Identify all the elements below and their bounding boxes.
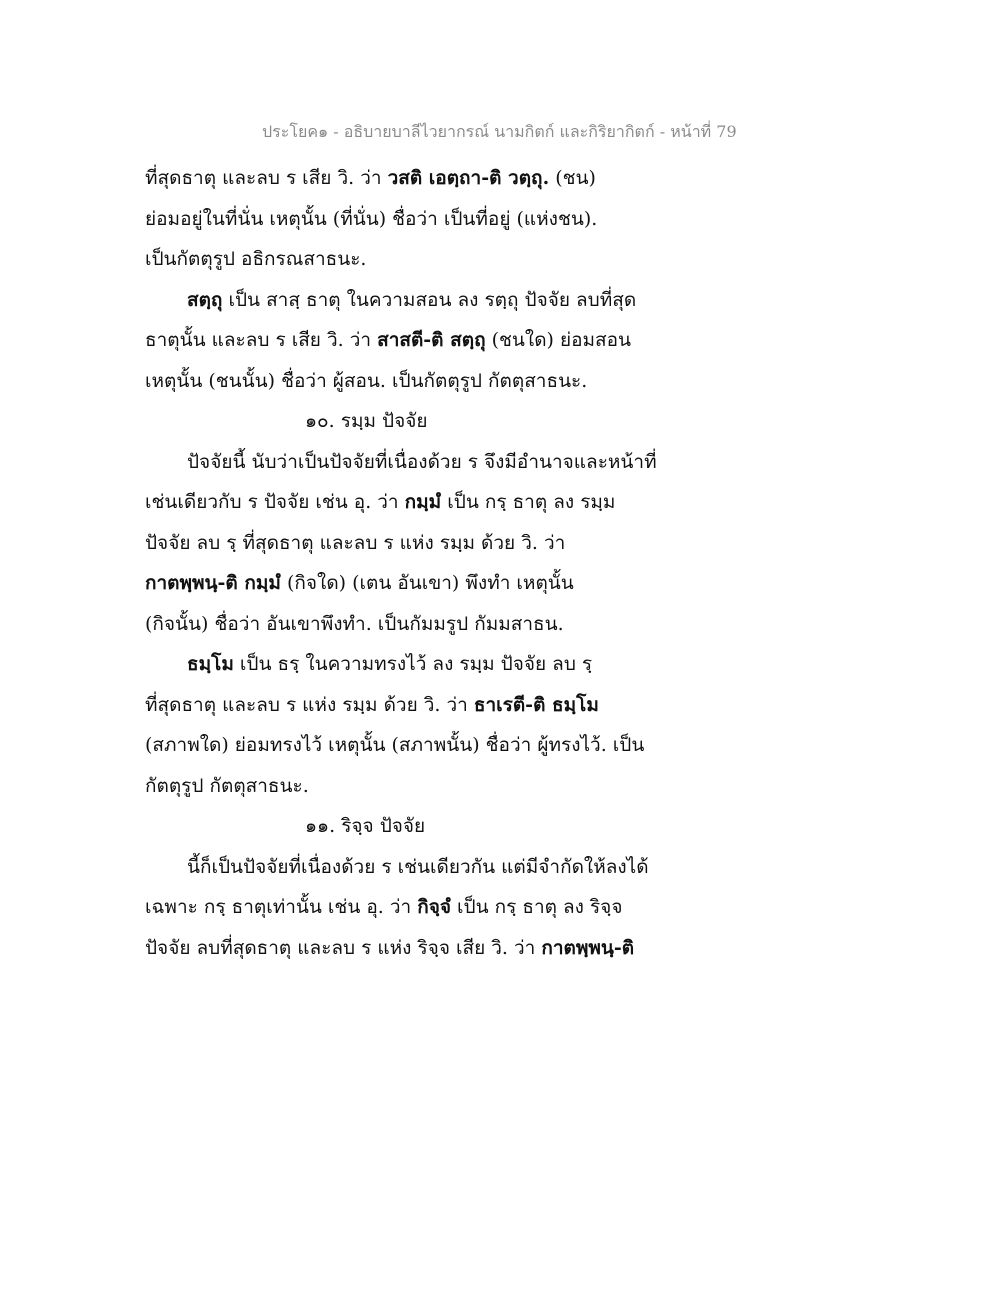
text-span: เป็น ธรฺ ในความทรงไว้ ลง รมฺม ปัจจัย ลบ รฺ bbox=[233, 653, 593, 675]
text-line-9 bbox=[145, 482, 665, 523]
text-span: เหตุนั้น (ชนนั้น) ชื่อว่า ผู้สอน. เป็นกัตตุรูป กัตตุสาธนะ. bbox=[145, 369, 588, 392]
text-line-1 bbox=[145, 158, 665, 199]
text-line-19 bbox=[145, 887, 665, 928]
bold-term: กิจฺจํ bbox=[417, 896, 451, 918]
text-span: ๑๐. รมฺม ปัจจัย bbox=[305, 410, 428, 432]
body-text bbox=[145, 158, 665, 968]
text-span: เป็น กรฺ ธาตุ ลง ริจฺจ bbox=[451, 896, 623, 918]
text-span: ย่อมอยู่ในที่นั่น เหตุนั้น (ที่นั่น) ชื่อว่า เป็นที่อยู่ (แห่งชน). bbox=[145, 207, 598, 230]
text-span: กัตตุรูป กัตตุสาธนะ. bbox=[145, 774, 309, 797]
text-span: (กิจใด) (เตน อันเขา) พึงทำ เหตุนั้น bbox=[280, 572, 574, 594]
text-span: ปัจจัย ลบ รฺ ที่สุดธาตุ และลบ ร แห่ง รมฺม ด้วย วิ. ว่า bbox=[145, 531, 566, 554]
text-span: เป็น สาสฺ ธาตุ ในความสอน ลง รตฺถุ ปัจจัย ลบที่สุด bbox=[222, 288, 637, 311]
text-line-20 bbox=[145, 928, 665, 969]
text-span: เป็น กรฺ ธาตุ ลง รมฺม bbox=[441, 491, 616, 513]
text-span: (สภาพใด) ย่อมทรงไว้ เหตุนั้น (สภาพนั้น) ชื่อว่า ผู้ทรงไว้. เป็น bbox=[145, 734, 645, 756]
text-span: (ชนใด) ย่อมสอน bbox=[485, 329, 632, 351]
text-line-8 bbox=[145, 442, 665, 483]
text-span: เป็นกัตตุรูป อธิกรณสาธนะ. bbox=[145, 248, 367, 270]
text-line-6 bbox=[145, 361, 665, 402]
text-line-11 bbox=[145, 563, 665, 604]
text-span: (กิจนั้น) ชื่อว่า อันเขาพึงทำ. เป็นกัมมรูป กัมมสาธน. bbox=[145, 612, 564, 635]
text-span: (ชน) bbox=[549, 167, 596, 189]
text-line-16 bbox=[145, 766, 665, 807]
text-span: ที่สุดธาตุ และลบ ร เสีย วิ. ว่า bbox=[145, 167, 388, 189]
bold-term: ธาเรตี-ติ ธมฺโม bbox=[473, 693, 599, 716]
text-line-10 bbox=[145, 523, 665, 564]
text-line-13 bbox=[145, 644, 665, 685]
text-span: ๑๑. ริจฺจ ปัจจัย bbox=[305, 815, 426, 837]
bold-term: สตฺถุ bbox=[187, 288, 223, 311]
text-line-4 bbox=[145, 280, 665, 321]
text-span: ที่สุดธาตุ และลบ ร แห่ง รมฺม ด้วย วิ. ว่า bbox=[145, 693, 474, 716]
text-span: ธาตุนั้น และลบ ร เสีย วิ. ว่า bbox=[145, 329, 378, 351]
text-line-12 bbox=[145, 604, 665, 645]
bold-term: ธมฺโม bbox=[187, 653, 234, 675]
text-span: เฉพาะ กรฺ ธาตุเท่านั้น เช่น อุ. ว่า bbox=[145, 896, 418, 918]
text-line-15 bbox=[145, 725, 665, 766]
text-line-14 bbox=[145, 685, 665, 726]
text-span: นี้ก็เป็นปัจจัยที่เนื่องด้วย ร เช่นเดียวกัน แต่มีจำกัดให้ลงได้ bbox=[187, 855, 649, 878]
bold-term: กมฺมํ bbox=[404, 491, 442, 513]
text-line-3 bbox=[145, 239, 665, 280]
running-header: ประโยค๑ - อธิบายบาลีไวยากรณ์ นามกิตก์ และกิริยากิตก์ - หน้าที่ 79 bbox=[262, 122, 737, 141]
section-heading-11 bbox=[145, 806, 665, 847]
text-span: ปัจจัย ลบที่สุดธาตุ และลบ ร แห่ง ริจฺจ เสีย วิ. ว่า bbox=[145, 936, 542, 959]
section-heading-10 bbox=[145, 401, 665, 442]
text-span: เช่นเดียวกับ ร ปัจจัย เช่น อุ. ว่า bbox=[145, 491, 405, 513]
text-line-5 bbox=[145, 320, 665, 361]
text-span: ปัจจัยนี้ นับว่าเป็นปัจจัยที่เนื่องด้วย ร จึงมีอำนาจและหน้าที่ bbox=[187, 450, 657, 473]
text-line-2 bbox=[145, 199, 665, 240]
text-line-18 bbox=[145, 847, 665, 888]
bold-term: สาสตี-ติ สตฺถุ bbox=[377, 329, 486, 351]
bold-term: วสติ เอตฺถา-ติ วตฺถุ. bbox=[387, 167, 550, 189]
bold-term: กาตพฺพนฺ-ติ bbox=[541, 936, 635, 959]
bold-term: กาตพฺพนฺ-ติ กมฺมํ bbox=[145, 572, 281, 594]
